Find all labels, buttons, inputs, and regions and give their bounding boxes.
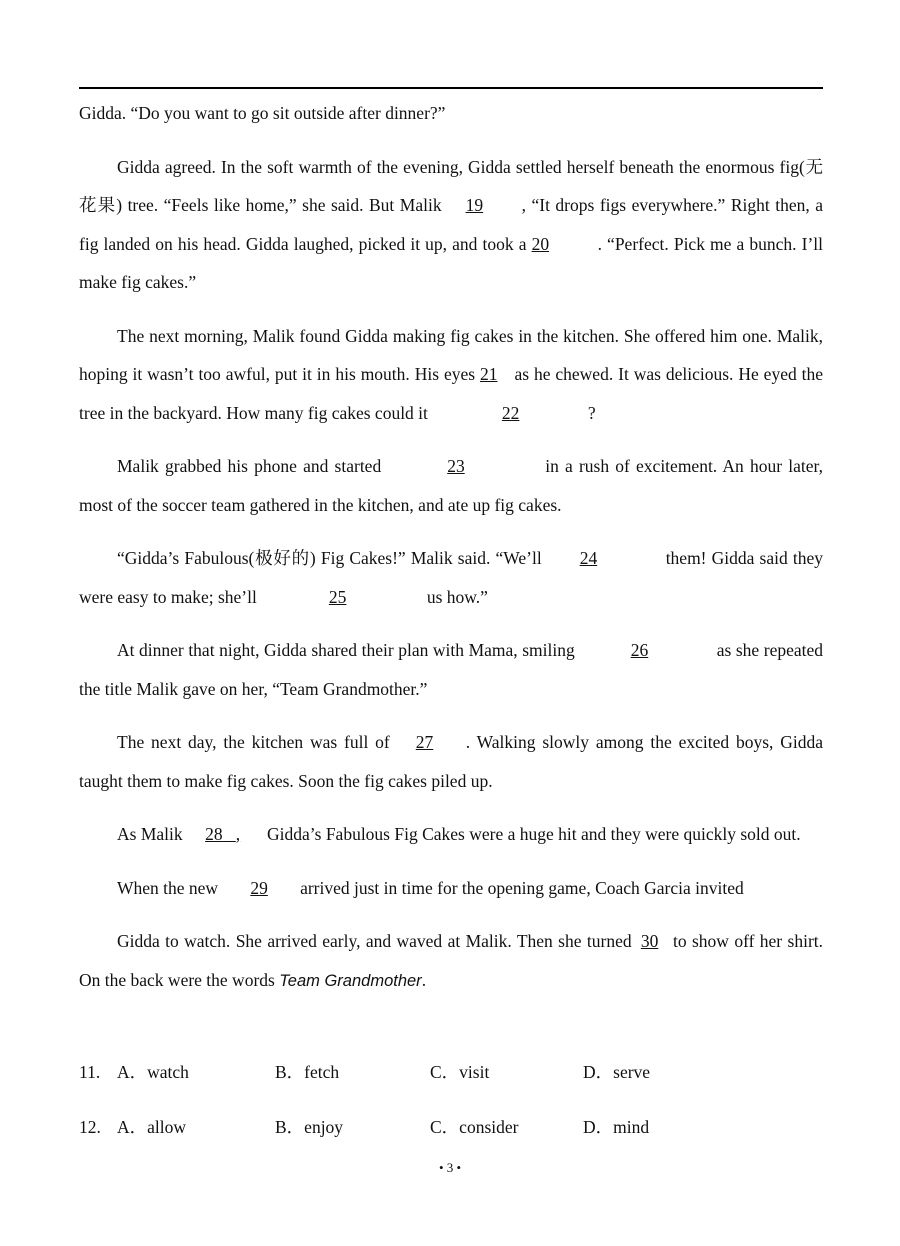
- header-rule: [79, 87, 823, 89]
- paragraph-1: Gidda agreed. In the soft warmth of the evening, Gidda settled herself beneath the enormous fig(无花果) tree. “Feels like home,” she said. But Malik 19 , “It drops figs everywhere.” Right then, a fig landed on his head. Gidda laughed, picked it up, and took a 20 . “Perfect. Pick me a bunch. I’ll make fig cakes.”: [79, 156, 823, 292]
- paragraph-7: As Malik 28 , Gidda’s Fabulous Fig Cakes were a huge hit and they were quickly sold out.: [79, 815, 823, 854]
- option-c[interactable]: C．visit: [430, 1062, 490, 1082]
- italic-phrase: Team Grandmother: [279, 971, 422, 990]
- blank-24: 24: [579, 548, 598, 568]
- option-b[interactable]: B．fetch: [275, 1062, 340, 1082]
- blank-19: 19: [465, 195, 484, 215]
- blank-21: 21: [480, 364, 498, 384]
- option-a[interactable]: A．watch: [117, 1062, 189, 1082]
- blank-23: 23: [447, 456, 465, 476]
- question-number: 11.: [79, 1062, 101, 1082]
- blank-29: 29: [250, 877, 268, 898]
- paragraph-0: Gidda. “Do you want to go sit outside after dinner?”: [79, 103, 446, 123]
- option-d[interactable]: D．mind: [583, 1117, 650, 1137]
- paragraph-8: When the new 29 arrived just in time for the opening game, Coach Garcia invited: [79, 869, 823, 908]
- blank-25: 25: [328, 586, 347, 607]
- option-a[interactable]: A．allow: [117, 1117, 187, 1137]
- passage: [79, 94, 823, 1000]
- question-12: [79, 1115, 823, 1139]
- blank-28: 28 ,: [205, 824, 241, 844]
- option-d[interactable]: D．serve: [583, 1062, 651, 1082]
- blank-20: 20: [531, 233, 550, 254]
- page-number: • 3 •: [438, 1160, 462, 1175]
- paragraph-4: “Gidda’s Fabulous(极好的) Fig Cakes!” Malik said. “We’ll 24 them! Gidda said they were easy to make; she’ll 25 us how.”: [79, 539, 823, 616]
- question-11: [79, 1060, 823, 1084]
- option-b[interactable]: B．enjoy: [275, 1117, 344, 1137]
- paragraph-6: The next day, the kitchen was full of 27 . Walking slowly among the excited boys, Gidda taught them to make fig cakes. Soon the fig cakes piled up.: [79, 723, 823, 800]
- option-c[interactable]: C．consider: [430, 1117, 519, 1137]
- question-number: 12.: [79, 1117, 101, 1137]
- blank-26: 26: [630, 640, 649, 660]
- paragraph-3: Malik grabbed his phone and started 23 in a rush of excitement. An hour later, most of the soccer team gathered in the kitchen, and ate up fig cakes.: [79, 447, 823, 524]
- blank-30: 30: [640, 931, 659, 951]
- blank-27: 27: [415, 732, 434, 752]
- blank-22: 22: [501, 402, 520, 423]
- paragraph-5: At dinner that night, Gidda shared their plan with Mama, smiling 26 as she repeated the title Malik gave on her, “Team Grandmother.”: [79, 631, 823, 708]
- paragraph-2: The next morning, Malik found Gidda making fig cakes in the kitchen. She offered him one. Malik, hoping it wasn’t too awful, put it in his mouth. His eyes 21 as he chewed. It was delicious. He eyed the tree in the backyard. How many fig cakes could it 22 ?: [79, 317, 823, 433]
- paragraph-9: Gidda to watch. She arrived early, and waved at Malik. Then she turned 30 to show off her shirt. On the back were the words Team Grandmother.: [79, 922, 823, 1000]
